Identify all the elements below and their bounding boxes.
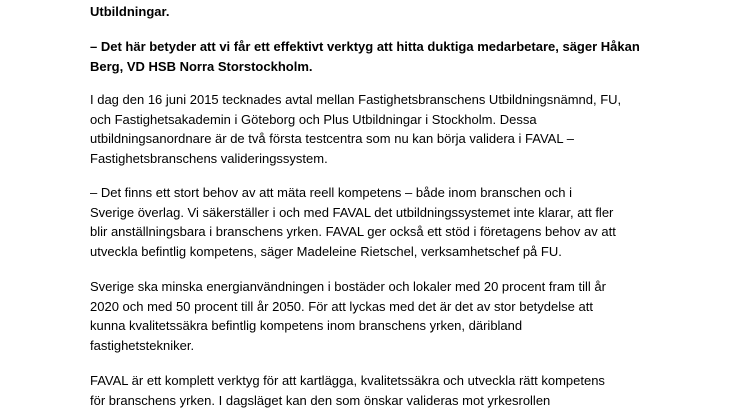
paragraph-heading-tail	[90, 2, 670, 22]
paragraph-quote-madeleine	[90, 183, 670, 261]
text-line: utveckla befintlig kompetens, säger Madeleine Rietschel, verksamhetschef på FU.	[90, 243, 562, 259]
text-line: kunna kvalitetssäkra befintlig kompetens inom branschens yrken, däribland	[90, 318, 523, 333]
text-line: FAVAL är ett komplett verktyg för att kartlägga, kvalitetssäkra och utveckla rätt kompetens	[90, 373, 605, 388]
paragraph-agreement	[90, 90, 670, 168]
text-line: blir anställningsbara i branschens yrken. FAVAL ger också ett stöd i företagens behov av att	[90, 224, 616, 239]
text-line: Utbildningar.	[90, 4, 170, 19]
text-line: – Det här betyder att vi får ett effektivt verktyg att hitta duktiga medarbetare, säger Håkan	[90, 39, 640, 54]
text-line: fastighetstekniker.	[90, 337, 195, 353]
text-line: Berg, VD HSB Norra Storstockholm.	[90, 58, 313, 74]
text-line: utbildningsanordnare är de två första testcentra som nu kan börja validera i FAVAL –	[90, 131, 574, 146]
text-line: I dag den 16 juni 2015 tecknades avtal mellan Fastighetsbranschens Utbildningsnämnd, FU,	[90, 92, 622, 107]
paragraph-energy	[90, 277, 670, 355]
text-line: Sverige överlag. Vi säkerställer i och med FAVAL det utbildningssystemet inte klarar, att fler	[90, 204, 614, 220]
text-line: Sverige ska minska energianvändningen i bostäder och lokaler med 20 procent fram till år	[90, 279, 606, 294]
text-line: 2020 och med 50 procent till år 2050. För att lyckas med det är det av stor betydelse att	[90, 298, 593, 314]
text-line: och Fastighetsakademin i Göteborg och Plus Utbildningar i Stockholm. Dessa	[90, 111, 537, 127]
text-line: Fastighetsbranschens valideringssystem.	[90, 150, 328, 166]
text-line: – Det finns ett stort behov av att mäta reell kompetens – både inom branschen och i	[90, 185, 572, 200]
paragraph-quote-hakan-berg	[90, 37, 670, 76]
paragraph-faval-tool	[90, 371, 670, 410]
text-line: för branschens yrken. I dagsläget kan den som önskar valideras mot yrkesrollen	[90, 392, 551, 408]
